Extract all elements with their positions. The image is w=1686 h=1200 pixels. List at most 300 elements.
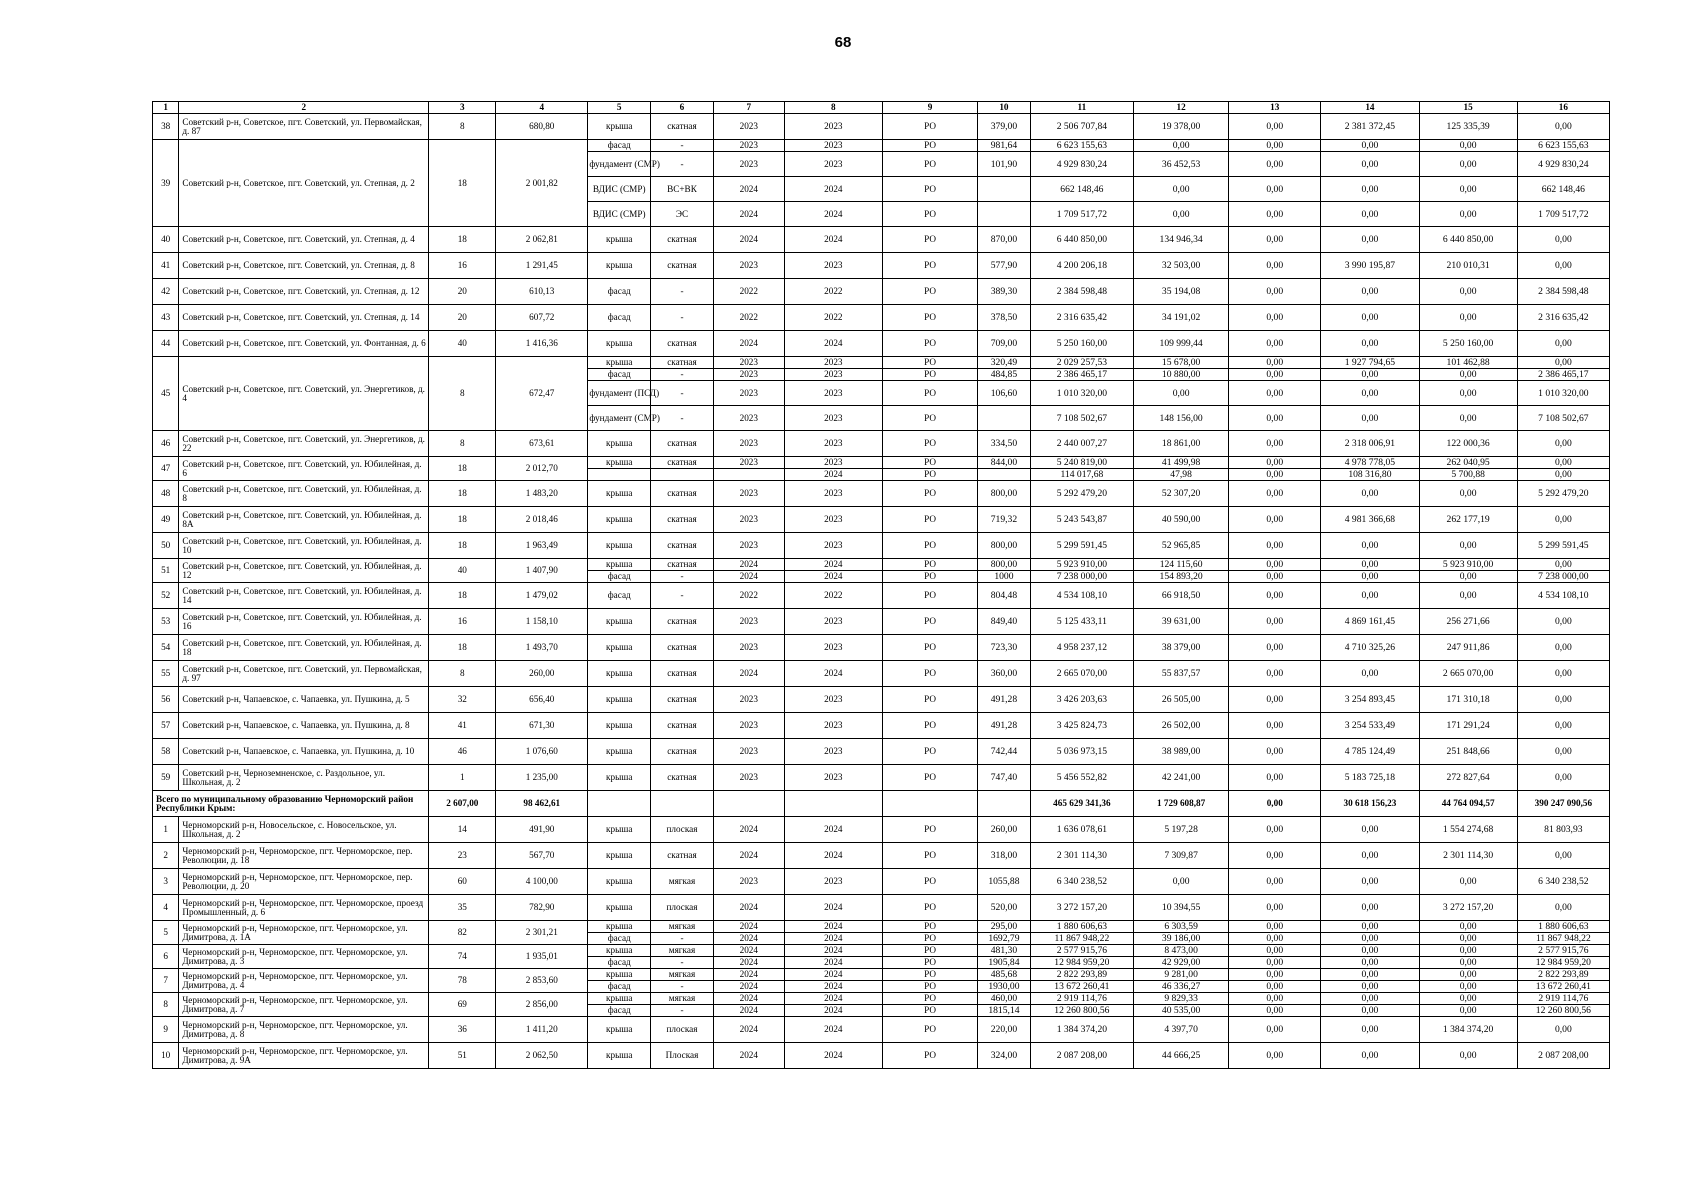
table-cell: 1 709 517,72	[1030, 202, 1133, 227]
table-cell: 0,00	[1229, 817, 1321, 843]
table-cell: РО	[882, 635, 977, 661]
table-cell: 2023	[784, 609, 882, 635]
table-cell: 0,00	[1419, 406, 1517, 431]
table-cell: 0,00	[1517, 431, 1609, 457]
table-cell: 2024	[784, 933, 882, 945]
table-cell: плоская	[651, 895, 714, 921]
table-cell: 1 880 606,63	[1517, 921, 1609, 933]
table-cell: 0,00	[1229, 469, 1321, 481]
table-cell: 0,00	[1517, 765, 1609, 791]
table-cell: 0,00	[1321, 817, 1419, 843]
table-cell: 0,00	[1229, 305, 1321, 331]
table-cell: 0,00	[1419, 583, 1517, 609]
table-cell: 3 426 203,63	[1030, 687, 1133, 713]
table-cell: 2 386 465,17	[1030, 369, 1133, 381]
table-cell: ВС+ВК	[651, 177, 714, 202]
table-cell: 2024	[784, 843, 882, 869]
row-number: 38	[153, 114, 179, 140]
table-cell: 0,00	[1229, 253, 1321, 279]
empty-cell	[651, 791, 714, 817]
table-cell: 2023	[713, 481, 784, 507]
row-number: 44	[153, 331, 179, 357]
table-cell: 2024	[784, 559, 882, 571]
area-cell: 1 493,70	[496, 635, 588, 661]
table-cell: 1 010 320,00	[1030, 381, 1133, 406]
table-cell: 3 272 157,20	[1030, 895, 1133, 921]
table-cell: 0,00	[1229, 739, 1321, 765]
table-cell: 0,00	[1134, 381, 1229, 406]
table-cell: крыша	[588, 507, 651, 533]
table-cell: 2022	[784, 305, 882, 331]
table-cell: РО	[882, 895, 977, 921]
table-row	[153, 609, 1610, 635]
table-cell: 38 989,00	[1134, 739, 1229, 765]
address-cell: Черноморский р-н, Черноморское, пгт. Черноморское, пер. Революции, д. 20	[179, 869, 429, 895]
table-cell: 1055,88	[978, 869, 1031, 895]
table-cell: 44 666,25	[1134, 1043, 1229, 1069]
table-cell: 0,00	[1229, 969, 1321, 981]
table-cell: 2023	[713, 152, 784, 177]
table-row	[153, 765, 1610, 791]
table-row	[153, 869, 1610, 895]
table-cell: скатная	[651, 507, 714, 533]
table-cell: 2023	[713, 140, 784, 152]
table-cell: скатная	[651, 431, 714, 457]
table-cell: 0,00	[1419, 279, 1517, 305]
table-cell: 26 502,00	[1134, 713, 1229, 739]
table-cell: скатная	[651, 661, 714, 687]
table-cell: 2024	[784, 969, 882, 981]
column-header: 7	[713, 102, 784, 114]
table-cell: 0,00	[1419, 369, 1517, 381]
table-cell: мягкая	[651, 869, 714, 895]
table-cell: 35 194,08	[1134, 279, 1229, 305]
table-cell: 1 010 320,00	[1517, 381, 1609, 406]
total-col16: 390 247 090,56	[1517, 791, 1609, 817]
table-cell: 0,00	[1517, 457, 1609, 469]
table-cell: 13 672 260,41	[1517, 981, 1609, 993]
table-cell: 2023	[784, 381, 882, 406]
table-cell: 295,00	[978, 921, 1031, 933]
table-cell: 109 999,44	[1134, 331, 1229, 357]
total-label: Всего по муниципальному образованию Черноморский район Республики Крым:	[153, 791, 429, 817]
table-cell: 2023	[713, 369, 784, 381]
address-cell: Советский р-н, Советское, пгт. Советский, ул. Первомайская, д. 87	[179, 114, 429, 140]
address-cell: Советский р-н, Советское, пгт. Советский, ул. Энергетиков, д. 22	[179, 431, 429, 457]
table-cell: 0,00	[1229, 895, 1321, 921]
table-cell: 0,00	[1321, 843, 1419, 869]
table-cell: 2024	[713, 817, 784, 843]
table-cell: крыша	[588, 331, 651, 357]
table-cell: фасад	[588, 369, 651, 381]
table-cell: 251 848,66	[1419, 739, 1517, 765]
table-cell: 0,00	[1229, 533, 1321, 559]
table-cell: 101 462,88	[1419, 357, 1517, 369]
table-cell: 0,00	[1517, 559, 1609, 571]
col3-cell: 16	[429, 609, 496, 635]
table-cell: 2024	[784, 981, 882, 993]
table-cell: 2 440 007,27	[1030, 431, 1133, 457]
table-cell: 5 299 591,45	[1517, 533, 1609, 559]
table-cell: 491,28	[978, 713, 1031, 739]
table-cell: 662 148,46	[1517, 177, 1609, 202]
total-col3: 2 607,00	[429, 791, 496, 817]
table-cell: 0,00	[1229, 202, 1321, 227]
table-cell: 2 029 257,53	[1030, 357, 1133, 369]
row-number: 10	[153, 1043, 179, 1069]
table-cell: 2023	[784, 507, 882, 533]
address-cell: Советский р-н, Советское, пгт. Советский, ул. Юбилейная, д. 10	[179, 533, 429, 559]
table-cell: 2 665 070,00	[1030, 661, 1133, 687]
table-cell: 0,00	[1419, 177, 1517, 202]
row-number: 43	[153, 305, 179, 331]
table-cell: 849,40	[978, 609, 1031, 635]
table-cell: 0,00	[1517, 114, 1609, 140]
table-cell: 7 238 000,00	[1030, 571, 1133, 583]
table-cell: 981,64	[978, 140, 1031, 152]
table-cell: 0,00	[1419, 202, 1517, 227]
table-row	[153, 713, 1610, 739]
address-cell: Черноморский р-н, Черноморское, пгт. Черноморское, ул. Димитрова, д. 7	[179, 993, 429, 1017]
area-cell: 610,13	[496, 279, 588, 305]
table-cell: 0,00	[1419, 945, 1517, 957]
table-cell: 2023	[784, 152, 882, 177]
table-cell: 2 506 707,84	[1030, 114, 1133, 140]
address-cell: Советский р-н, Советское, пгт. Советский, ул. Степная, д. 12	[179, 279, 429, 305]
table-cell: -	[651, 981, 714, 993]
address-cell: Советский р-н, Чапаевское, с. Чапаевка, ул. Пушкина, д. 10	[179, 739, 429, 765]
table-cell: 0,00	[1229, 369, 1321, 381]
table-cell: 0,00	[1321, 1005, 1419, 1017]
table-cell: крыша	[588, 945, 651, 957]
col3-cell: 8	[429, 357, 496, 431]
table-cell: 0,00	[1229, 1005, 1321, 1017]
table-cell: 491,28	[978, 687, 1031, 713]
table-cell: 0,00	[1229, 981, 1321, 993]
table-cell: 2023	[784, 869, 882, 895]
table-cell: 378,50	[978, 305, 1031, 331]
table-cell: крыша	[588, 533, 651, 559]
table-cell: скатная	[651, 765, 714, 791]
table-cell: 2 577 915,76	[1517, 945, 1609, 957]
row-number: 48	[153, 481, 179, 507]
address-cell: Советский р-н, Советское, пгт. Советский, ул. Юбилейная, д. 12	[179, 559, 429, 583]
table-cell: 10 394,55	[1134, 895, 1229, 921]
table-row	[153, 253, 1610, 279]
table-cell: -	[651, 406, 714, 431]
area-cell: 567,70	[496, 843, 588, 869]
table-cell: 55 837,57	[1134, 661, 1229, 687]
table-cell: крыша	[588, 687, 651, 713]
area-cell: 1 411,20	[496, 1017, 588, 1043]
empty-cell	[784, 791, 882, 817]
column-header: 13	[1229, 102, 1321, 114]
column-header: 6	[651, 102, 714, 114]
table-cell: РО	[882, 609, 977, 635]
table-cell: 2024	[713, 571, 784, 583]
table-cell: 0,00	[1321, 177, 1419, 202]
total-area: 98 462,61	[496, 791, 588, 817]
table-cell: РО	[882, 431, 977, 457]
table-cell: 0,00	[1229, 765, 1321, 791]
table-cell	[978, 469, 1031, 481]
table-cell: 0,00	[1229, 357, 1321, 369]
table-cell: 0,00	[1321, 369, 1419, 381]
table-cell: РО	[882, 279, 977, 305]
table-cell: 4 785 124,49	[1321, 739, 1419, 765]
total-col15: 44 764 094,57	[1419, 791, 1517, 817]
table-cell: 1692,79	[978, 933, 1031, 945]
area-cell: 1 416,36	[496, 331, 588, 357]
table-cell: 19 378,00	[1134, 114, 1229, 140]
table-cell: 2023	[784, 369, 882, 381]
table-cell: 5 456 552,82	[1030, 765, 1133, 791]
table-cell: 0,00	[1517, 609, 1609, 635]
table-cell: 2024	[713, 895, 784, 921]
table-cell: 2023	[713, 687, 784, 713]
table-cell: 2 665 070,00	[1419, 661, 1517, 687]
table-cell: 0,00	[1419, 933, 1517, 945]
table-cell: 2022	[784, 279, 882, 305]
table-cell: 2023	[713, 253, 784, 279]
row-number: 39	[153, 140, 179, 227]
table-cell: 5 292 479,20	[1517, 481, 1609, 507]
table-cell: крыша	[588, 559, 651, 571]
table-cell: 2024	[784, 817, 882, 843]
table-cell: 3 272 157,20	[1419, 895, 1517, 921]
table-cell: фасад	[588, 279, 651, 305]
table-cell: 4 958 237,12	[1030, 635, 1133, 661]
table-cell: 2023	[713, 635, 784, 661]
table-cell: крыша	[588, 739, 651, 765]
table-cell: 4 981 366,68	[1321, 507, 1419, 533]
col3-cell: 78	[429, 969, 496, 993]
row-number: 56	[153, 687, 179, 713]
table-cell: 0,00	[1419, 869, 1517, 895]
table-cell: 0,00	[1517, 227, 1609, 253]
table-cell: 2 301 114,30	[1419, 843, 1517, 869]
column-header: 11	[1030, 102, 1133, 114]
table-cell: 0,00	[1134, 202, 1229, 227]
table-cell: РО	[882, 152, 977, 177]
table-cell: 36 452,53	[1134, 152, 1229, 177]
table-cell: РО	[882, 331, 977, 357]
table-cell: 0,00	[1419, 1005, 1517, 1017]
table-cell: фасад	[588, 583, 651, 609]
row-number: 2	[153, 843, 179, 869]
table-cell: 2023	[784, 739, 882, 765]
table-cell: 272 827,64	[1419, 765, 1517, 791]
table-cell: 262 040,95	[1419, 457, 1517, 469]
table-cell: ВДИС (СМР)	[588, 202, 651, 227]
table-cell: 0,00	[1517, 843, 1609, 869]
table-cell: 7 309,87	[1134, 843, 1229, 869]
table-cell: 2024	[784, 921, 882, 933]
table-cell: РО	[882, 933, 977, 945]
area-cell: 1 479,02	[496, 583, 588, 609]
table-cell: 0,00	[1229, 661, 1321, 687]
table-cell: 2024	[784, 945, 882, 957]
row-number: 51	[153, 559, 179, 583]
area-cell: 1 963,49	[496, 533, 588, 559]
area-cell: 2 856,00	[496, 993, 588, 1017]
address-cell: Черноморский р-н, Черноморское, пгт. Черноморское, ул. Димитрова, д. 9А	[179, 1043, 429, 1069]
table-cell: 6 303,59	[1134, 921, 1229, 933]
table-cell: 52 307,20	[1134, 481, 1229, 507]
row-number: 42	[153, 279, 179, 305]
table-cell: 0,00	[1229, 921, 1321, 933]
col3-cell: 18	[429, 533, 496, 559]
table-cell: 0,00	[1321, 481, 1419, 507]
table-cell: 0,00	[1321, 957, 1419, 969]
table-cell: 171 291,24	[1419, 713, 1517, 739]
table-cell: крыша	[588, 635, 651, 661]
table-cell	[588, 469, 651, 481]
row-number: 6	[153, 945, 179, 969]
table-cell: 2023	[713, 381, 784, 406]
row-number: 57	[153, 713, 179, 739]
table-cell: 0,00	[1229, 331, 1321, 357]
table-cell: 40 590,00	[1134, 507, 1229, 533]
row-number: 7	[153, 969, 179, 993]
table-cell: 0,00	[1517, 687, 1609, 713]
table-cell: 1000	[978, 571, 1031, 583]
table-cell: 0,00	[1321, 305, 1419, 331]
table-row	[153, 895, 1610, 921]
table-cell: РО	[882, 765, 977, 791]
table-cell	[978, 202, 1031, 227]
table-cell: 0,00	[1517, 1017, 1609, 1043]
table-cell: 5 036 973,15	[1030, 739, 1133, 765]
table-cell: 2 316 635,42	[1517, 305, 1609, 331]
column-header: 10	[978, 102, 1031, 114]
table-cell: 2024	[784, 993, 882, 1005]
table-cell: 4 929 830,24	[1517, 152, 1609, 177]
table-cell: 0,00	[1321, 869, 1419, 895]
table-cell: скатная	[651, 457, 714, 469]
row-number: 46	[153, 431, 179, 457]
table-cell: 2023	[713, 507, 784, 533]
col3-cell: 51	[429, 1043, 496, 1069]
table-cell: -	[651, 957, 714, 969]
col3-cell: 69	[429, 993, 496, 1017]
table-row	[153, 431, 1610, 457]
table-cell: фасад	[588, 571, 651, 583]
table-row	[153, 945, 1610, 957]
table-cell: РО	[882, 559, 977, 571]
table-cell: 0,00	[1229, 457, 1321, 469]
col3-cell: 32	[429, 687, 496, 713]
table-cell: 0,00	[1321, 279, 1419, 305]
table-cell: -	[651, 279, 714, 305]
table-cell: скатная	[651, 843, 714, 869]
table-cell: 122 000,36	[1419, 431, 1517, 457]
table-cell: 41 499,98	[1134, 457, 1229, 469]
table-cell: 2024	[713, 331, 784, 357]
table-cell: 12 984 959,20	[1030, 957, 1133, 969]
table-cell: 11 867 948,22	[1517, 933, 1609, 945]
address-cell: Советский р-н, Советское, пгт. Советский, ул. Юбилейная, д. 6	[179, 457, 429, 481]
table-cell: 1 554 274,68	[1419, 817, 1517, 843]
address-cell: Советский р-н, Советское, пгт. Советский, ул. Юбилейная, д. 8А	[179, 507, 429, 533]
address-cell: Советский р-н, Советское, пгт. Советский, ул. Степная, д. 2	[179, 140, 429, 227]
table-cell: 39 631,00	[1134, 609, 1229, 635]
table-cell: РО	[882, 869, 977, 895]
row-number: 54	[153, 635, 179, 661]
row-number: 53	[153, 609, 179, 635]
table-cell: 0,00	[1229, 933, 1321, 945]
table-cell: 7 108 502,67	[1030, 406, 1133, 431]
table-cell: 800,00	[978, 481, 1031, 507]
table-cell: 484,85	[978, 369, 1031, 381]
table-cell: 2024	[784, 957, 882, 969]
table-cell: крыша	[588, 457, 651, 469]
table-cell: крыша	[588, 661, 651, 687]
table-cell: 485,68	[978, 969, 1031, 981]
table-cell: 260,00	[978, 817, 1031, 843]
table-cell: 4 869 161,45	[1321, 609, 1419, 635]
col3-cell: 82	[429, 921, 496, 945]
table-cell: РО	[882, 571, 977, 583]
address-cell: Советский р-н, Чапаевское, с. Чапаевка, ул. Пушкина, д. 8	[179, 713, 429, 739]
row-number: 55	[153, 661, 179, 687]
table-cell: 0,00	[1229, 152, 1321, 177]
address-cell: Советский р-н, Советское, пгт. Советский, ул. Степная, д. 4	[179, 227, 429, 253]
table-cell: 2 301 114,30	[1030, 843, 1133, 869]
table-cell: плоская	[651, 1017, 714, 1043]
table-cell: 0,00	[1517, 635, 1609, 661]
col3-cell: 20	[429, 279, 496, 305]
table-cell: 0,00	[1229, 227, 1321, 253]
area-cell: 2 012,70	[496, 457, 588, 481]
table-cell: 0,00	[1229, 957, 1321, 969]
table-cell: 0,00	[1321, 1017, 1419, 1043]
table-cell: крыша	[588, 869, 651, 895]
table-cell: 2 087 208,00	[1030, 1043, 1133, 1069]
table-cell: 460,00	[978, 993, 1031, 1005]
table-cell: скатная	[651, 687, 714, 713]
col3-cell: 18	[429, 227, 496, 253]
column-header: 14	[1321, 102, 1419, 114]
col3-cell: 36	[429, 1017, 496, 1043]
row-number: 9	[153, 1017, 179, 1043]
row-number: 52	[153, 583, 179, 609]
table-cell: крыша	[588, 843, 651, 869]
table-cell	[978, 406, 1031, 431]
table-cell: 0,00	[1321, 895, 1419, 921]
col3-cell: 20	[429, 305, 496, 331]
table-cell: 0,00	[1321, 571, 1419, 583]
table-cell: плоская	[651, 817, 714, 843]
table-cell: скатная	[651, 713, 714, 739]
table-cell: крыша	[588, 431, 651, 457]
area-cell: 1 483,20	[496, 481, 588, 507]
table-cell: 2023	[713, 406, 784, 431]
table-cell: 662 148,46	[1030, 177, 1133, 202]
table-cell: 256 271,66	[1419, 609, 1517, 635]
table-cell: 481,30	[978, 945, 1031, 957]
table-cell: РО	[882, 533, 977, 559]
address-cell: Советский р-н, Советское, пгт. Советский, ул. Первомайская, д. 97	[179, 661, 429, 687]
table-cell: 8 473,00	[1134, 945, 1229, 957]
table-cell: мягкая	[651, 921, 714, 933]
table-cell: 0,00	[1229, 843, 1321, 869]
table-cell: 0,00	[1321, 331, 1419, 357]
table-cell: 106,60	[978, 381, 1031, 406]
area-cell: 491,90	[496, 817, 588, 843]
table-cell: крыша	[588, 993, 651, 1005]
table-cell: 2 318 006,91	[1321, 431, 1419, 457]
